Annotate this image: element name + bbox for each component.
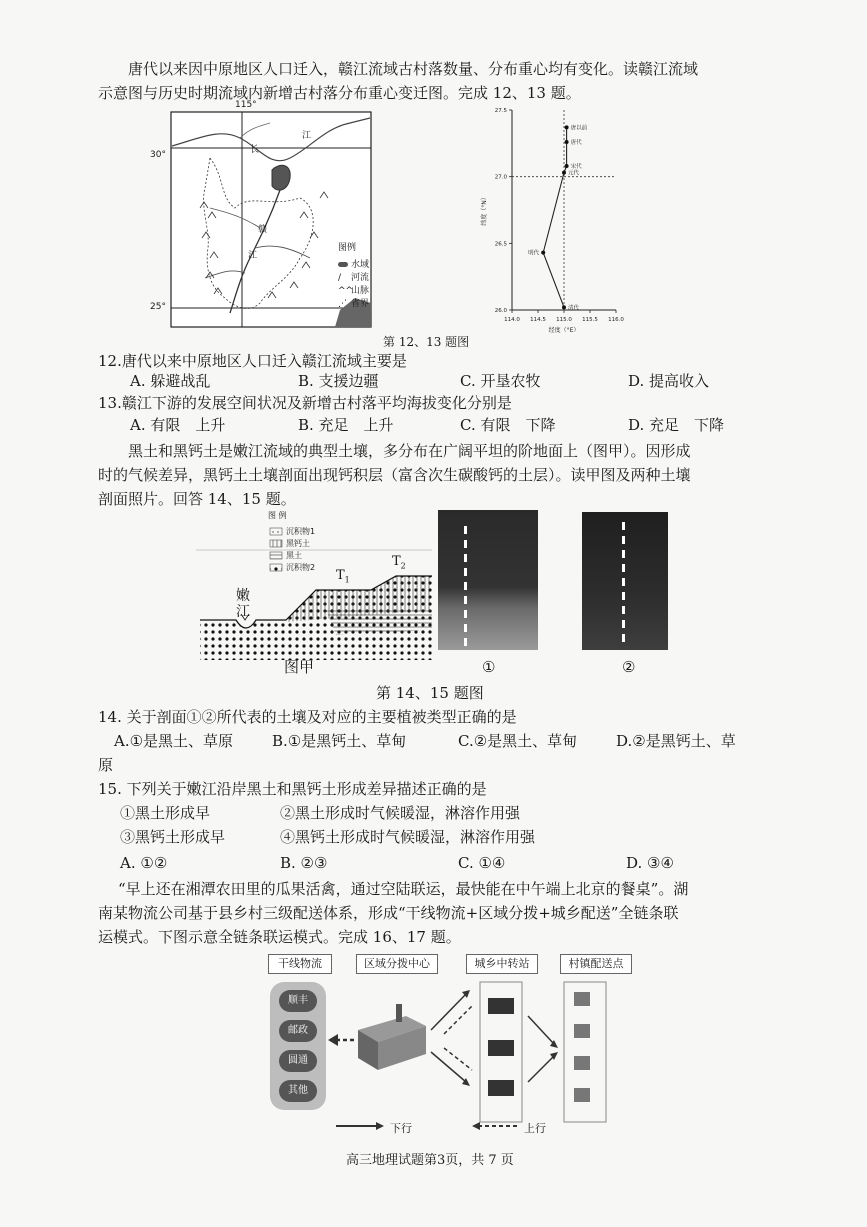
- carrier-item: 其他: [279, 1080, 317, 1102]
- legend-item-water: 水域: [338, 257, 382, 270]
- q13-option-c[interactable]: C. 有限 下降: [460, 416, 556, 434]
- y-tick-label: 27.5: [494, 108, 507, 114]
- intro-text-line: 时的气候差异，黑钙土土壤剖面出现钙积层（富含次生碳酸钙的土层）。读甲图及两种土壤: [98, 466, 691, 484]
- q14-option-c[interactable]: C.②是黑土、草甸: [458, 732, 578, 750]
- map-legend: [338, 240, 382, 309]
- y-tick-label: 26.0: [494, 308, 507, 314]
- header-village-point: 村镇配送点: [560, 954, 632, 974]
- q15-option-c[interactable]: C. ①④: [458, 854, 506, 872]
- q15-statement-4: ④黑钙土形成时气候暖湿，淋溶作用强: [280, 828, 536, 846]
- q12-option-a[interactable]: A. 躲避战乱: [130, 372, 211, 390]
- river-label-ganjiang: 江: [248, 251, 258, 261]
- question-14-stem: 14. 关于剖面①②所代表的土壤及对应的主要植被类型正确的是: [98, 708, 517, 726]
- figure-caption: 第 12、13 题图: [383, 335, 470, 349]
- soil-profile-photo-2: [582, 512, 668, 650]
- figure-caption: 第 14、15 题图: [376, 684, 484, 702]
- legend-upstream: 上行: [524, 1122, 546, 1135]
- x-tick-label: 116.0: [608, 317, 624, 323]
- data-point: [562, 305, 566, 309]
- river-label-changjiang: 江: [302, 131, 312, 141]
- photo-1-label: ①: [482, 658, 496, 676]
- header-regional-center: 区域分拨中心: [356, 954, 438, 974]
- longitude-label: 115°: [235, 100, 257, 110]
- ganjiang-basin-map: [150, 98, 380, 338]
- q12-option-b[interactable]: B. 支援边疆: [298, 372, 379, 390]
- legend-item-boundary: ⋰ 省界: [338, 299, 370, 309]
- intro-text-line: 黑土和黑钙土是嫩江流域的典型土壤，多分布在广阔平坦的阶地面上（图甲）。因形成: [128, 442, 691, 460]
- legend-item-mountain: ^^山脉: [338, 286, 370, 296]
- legend-item-chernozem: 黑钙土: [286, 539, 310, 548]
- x-tick-label: 115.5: [582, 317, 598, 323]
- carrier-item: 邮政: [279, 1020, 317, 1042]
- data-label: 明代: [528, 250, 540, 257]
- intro-text-line: 南某物流公司基于县乡村三级配送体系，形成“干线物流+区域分拨+城乡配送”全链条联: [98, 904, 679, 922]
- q14-option-d-wrap: 原: [98, 756, 114, 774]
- x-tick-label: 114.5: [530, 317, 546, 323]
- data-label: 唐代: [570, 140, 582, 146]
- latitude-label-bottom: 25°: [150, 302, 166, 312]
- data-point: [562, 171, 566, 175]
- carrier-item: 顺丰: [279, 990, 317, 1012]
- question-13-stem: 13.赣江下游的发展空间状况及新增古村落平均海拔变化分别是: [98, 394, 512, 412]
- data-label: 清代: [568, 305, 580, 312]
- data-point: [565, 140, 569, 144]
- q12-option-c[interactable]: C. 开垦农牧: [460, 372, 541, 390]
- carrier-list: [279, 990, 317, 1102]
- series-line: [543, 127, 566, 307]
- y-tick-label: 26.5: [494, 241, 507, 248]
- question-12-stem: 12.唐代以来中原地区人口迁入赣江流域主要是: [98, 352, 407, 370]
- river-label-changjiang: 长: [250, 145, 260, 155]
- legend-downstream: 下行: [390, 1122, 412, 1135]
- q15-statement-2: ②黑土形成时气候暖湿，淋溶作用强: [280, 804, 521, 822]
- q15-option-b[interactable]: B. ②③: [280, 854, 328, 872]
- logistics-diagram: [266, 952, 666, 1142]
- intro-text-line: 示意图与历史时期流域内新增古村落分布重心变迁图。完成 12、13 题。: [98, 84, 581, 102]
- question-15-stem: 15. 下列关于嫩江沿岸黑土和黑钙土形成差异描述正确的是: [98, 780, 487, 798]
- data-point: [541, 251, 545, 255]
- legend-item-sediment1: 沉积物1: [286, 527, 316, 536]
- intro-text-line: 唐代以来因中原地区人口迁入，赣江流域古村落数量、分布重心均有变化。读赣江流域: [128, 60, 699, 78]
- figure-jia-caption: 图甲: [284, 658, 315, 676]
- intro-text-line: 运模式。下图示意全链条联运模式。完成 16、17 题。: [98, 928, 461, 946]
- data-label: 宋代: [570, 164, 582, 170]
- figure-jia: [196, 510, 436, 680]
- intro-text-line: 剖面照片。回答 14、15 题。: [98, 490, 296, 508]
- centroid-chart: [478, 102, 628, 340]
- river-label-nenjiang: 江: [236, 604, 250, 620]
- q13-option-a[interactable]: A. 有限 上升: [130, 416, 226, 434]
- page-footer: 高三地理试题第3页，共 7 页: [346, 1153, 514, 1168]
- latitude-label-top: 30°: [150, 150, 166, 160]
- q14-option-b[interactable]: B.①是黑钙土、草甸: [272, 732, 407, 750]
- header-transfer-station: 城乡中转站: [466, 954, 538, 974]
- x-tick-label: 115.0: [556, 317, 572, 323]
- data-point: [565, 164, 569, 168]
- soil-profile-photo-1: [438, 510, 538, 650]
- legend-title: 图例: [338, 243, 357, 253]
- y-tick-label: 27.0: [494, 174, 507, 181]
- q14-option-d[interactable]: D.②是黑钙土、草: [616, 732, 736, 750]
- legend-title: 图 例: [268, 511, 287, 520]
- header-trunk-logistics: 干线物流: [268, 954, 332, 974]
- legend-item-river: ∕ 河流: [338, 273, 370, 283]
- data-point: [565, 125, 569, 129]
- legend-item-black-soil: 黑土: [286, 551, 302, 560]
- q15-statement-3: ③黑钙土形成早: [120, 828, 226, 846]
- q15-statement-1: ①黑土形成早: [120, 804, 211, 822]
- terrace-t1-label: $T_1$: [336, 568, 350, 585]
- photo-2-label: ②: [622, 658, 636, 676]
- q13-option-d[interactable]: D. 充足 下降: [628, 416, 725, 434]
- q12-option-d[interactable]: D. 提高收入: [628, 372, 710, 390]
- data-label: 元代: [568, 170, 580, 177]
- x-axis-label: 经度（°E）: [548, 327, 580, 334]
- x-tick-label: 114.0: [504, 317, 520, 323]
- data-label: 唐以前: [570, 125, 588, 132]
- q13-option-b[interactable]: B. 充足 上升: [298, 416, 394, 434]
- legend-item-sediment2: 沉积物2: [286, 563, 316, 572]
- y-axis-label: 纬度（°N）: [481, 194, 488, 226]
- intro-text-line: “早上还在湘潭农田里的瓜果活禽，通过空陆联运，最快能在中午端上北京的餐桌”。湖: [118, 880, 689, 898]
- terrace-t2-label: $T_2$: [392, 554, 406, 571]
- centroid-chart-svg: [478, 102, 628, 340]
- q14-option-a[interactable]: A.①是黑土、草原: [114, 732, 234, 750]
- q15-option-a[interactable]: A. ①②: [120, 854, 168, 872]
- carrier-item: 圆通: [279, 1050, 317, 1072]
- river-label-nenjiang: 嫩: [236, 588, 250, 604]
- q15-option-d[interactable]: D. ③④: [626, 854, 674, 872]
- river-label-ganjiang: 赣: [258, 225, 268, 235]
